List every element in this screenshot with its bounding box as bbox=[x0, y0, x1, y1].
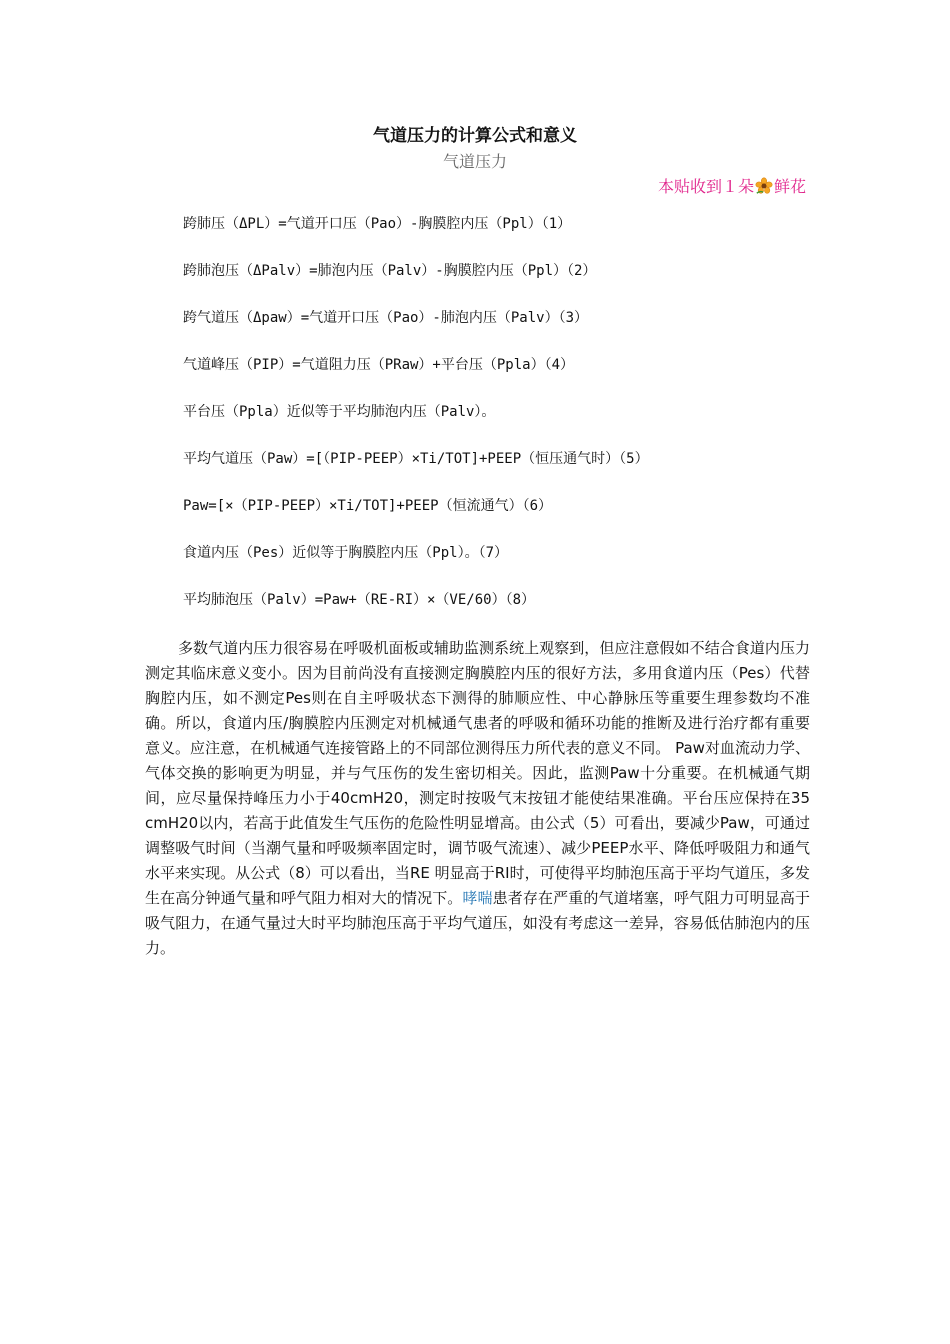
flower-icon bbox=[755, 177, 773, 195]
formula-line: 跨肺泡压（ΔPalv）=肺泡内压（Palv）-胸膜腔内压（Ppl）（2） bbox=[183, 263, 597, 279]
formula-line: 食道内压（Pes）近似等于胸膜腔内压（Ppl）。（7） bbox=[183, 545, 508, 561]
formula-line: 平均肺泡压（Palv）=Paw+（RE-RI）×（VE/60）（8） bbox=[183, 592, 536, 608]
flower-notice-prefix: 本贴收到１朵 bbox=[657, 177, 754, 196]
formula-line: 平台压（Ppla）近似等于平均肺泡内压（Palv）。 bbox=[183, 404, 496, 420]
formula-list bbox=[183, 212, 823, 635]
asthma-link[interactable]: 哮喘 bbox=[462, 889, 493, 907]
flower-notice bbox=[658, 175, 806, 199]
formula-line: 气道峰压（PIP）=气道阻力压（PRaw）+平台压（Ppla）（4） bbox=[183, 357, 575, 373]
flower-notice-suffix: 鲜花 bbox=[773, 177, 806, 196]
page-title: 气道压力的计算公式和意义 bbox=[373, 126, 577, 146]
formula-line: 跨肺压（ΔPL）=气道开口压（Pao）-胸膜腔内压（Ppl）（1） bbox=[183, 216, 572, 232]
paragraph-text-after-link: 患者存在严重的气道堵塞，呼气阻力可明显高于吸气阻力，在通气量过大时平均肺泡压高于平均气道压，如没有考虑这一差异，容易低估肺泡内的压力。 bbox=[145, 889, 810, 957]
formula-line: 平均气道压（Paw）=[（PIP-PEEP）×Ti/TOT]+PEEP（恒压通气时）（5） bbox=[183, 451, 649, 467]
formula-line: Paw=[×（PIP-PEEP）×Ti/TOT]+PEEP（恒流通气）（6） bbox=[183, 498, 553, 514]
page-subtitle: 气道压力 bbox=[442, 152, 507, 171]
paragraph-text-before-link: 多数气道内压力很容易在呼吸机面板或辅助监测系统上观察到，但应注意假如不结合食道内压力测定其临床意义变小。因为目前尚没有直接测定胸膜腔内压的很好方法，多用食道内压（Pes）代替胸腔内压，如不测定Pes则在自主呼吸状态下测得的肺顺应性、中心静脉压等重要生理参数均不准确。所以，食道内压/胸膜腔内压测定对机械通气患者的呼吸和循环功能的推断及进行治疗都有重要意义。应注意，在机械通气连接管路上的不同部位测得压力所代表的意义不同。 Paw对血流动力学、气体交换的影响更为明显，并与气压伤的发生密切相关。因此，监测Paw十分重要。在机械通气期间，应尽量保持峰压力小于40cmH20，测定时按吸气末按钮才能使结果准确。平台压应保持在35 cmH20以内，若高于此值发生气压伤的危险性明显增高。由公式（5）可看出，要减少Paw，可通过调整吸气时间（当潮气量和呼吸频率固定时，调节吸气流速）、减少PEEP水平、降低呼吸阻力和通气水平来实现。从公式（8）可以看出，当RE 明显高于RI时，可使得平均肺泡压高于平均气道压，多发生在高分钟通气量和呼气阻力相对大的情况下。 bbox=[145, 639, 810, 907]
body-paragraph bbox=[145, 636, 810, 961]
formula-line: 跨气道压（Δpaw）=气道开口压（Pao）-肺泡内压（Palv）（3） bbox=[183, 310, 589, 326]
